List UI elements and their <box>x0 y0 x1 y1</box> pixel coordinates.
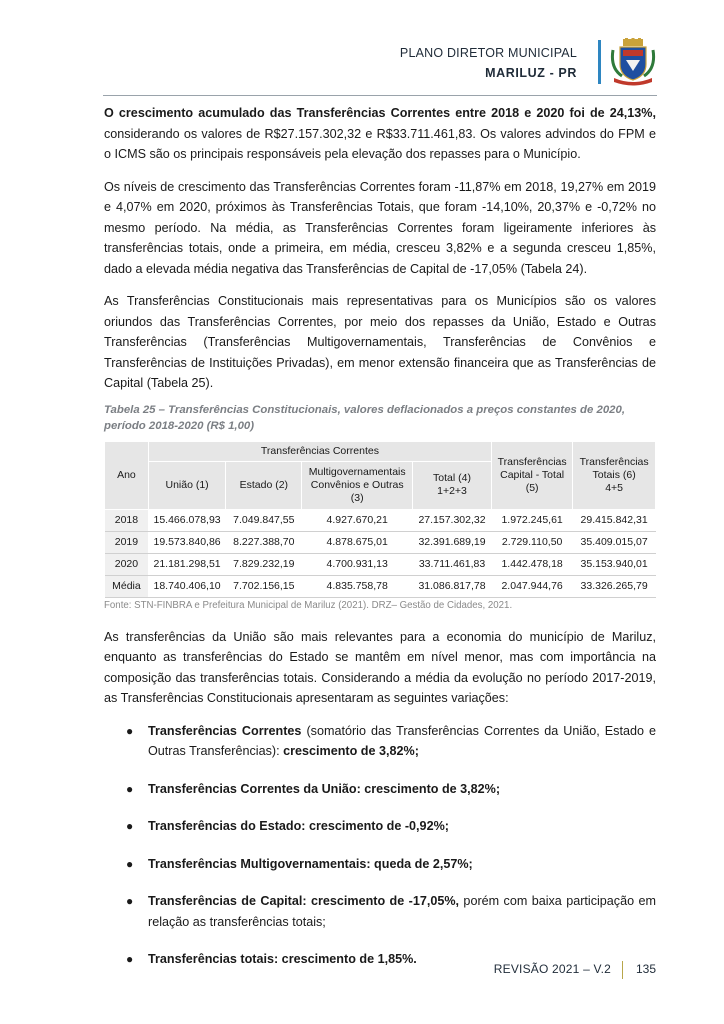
cell-union: 21.181.298,51 <box>148 553 226 575</box>
paragraph-1-body: considerando os valores de R$27.157.302,32 e R$33.711.461,83. Os valores advindos do FPM e o ICMS são os principais responsáveis pela elevação dos repasses para o Município. <box>104 126 656 161</box>
header-title: PLANO DIRETOR MUNICIPAL <box>399 46 577 60</box>
list-item <box>104 891 656 932</box>
list-item <box>104 816 656 837</box>
cell-total-transfers: 35.153.940,01 <box>573 553 656 575</box>
group-header-current-transfers: Transferências Correntes <box>148 441 491 461</box>
col-header-multi: Multigovernamentais Convênios e Outras (3) <box>302 461 413 509</box>
cell-multi: 4.835.758,78 <box>302 575 413 597</box>
header-accent-bar <box>598 40 601 84</box>
cell-state: 7.049.847,55 <box>226 509 302 531</box>
col-header-total-label: Total (4) <box>433 472 471 484</box>
list-item-bold: Transferências Correntes da União: crescimento de 3,82%; <box>148 781 501 796</box>
list-item-bold: Transferências totais: crescimento de 1,85%. <box>148 952 417 966</box>
cell-total-transfers: 35.409.015,07 <box>573 531 656 553</box>
cell-union: 19.573.840,86 <box>148 531 226 553</box>
col-header-total <box>413 461 492 509</box>
cell-year: 2018 <box>105 509 149 531</box>
coat-of-arms-icon <box>610 38 656 86</box>
bullet-icon: ● <box>126 952 134 966</box>
cell-multi: 4.700.931,13 <box>302 553 413 575</box>
page-number: 135 <box>636 962 657 976</box>
table-caption: Tabela 25 – Transferências Constitucionais, valores deflacionados a preços constantes de 2020, período 2018-2020 (R$ 1,00) <box>104 403 626 432</box>
cell-union: 15.466.078,93 <box>148 509 226 531</box>
list-item <box>104 854 656 875</box>
table-row <box>105 509 656 531</box>
bullet-icon: ● <box>126 894 134 908</box>
cell-state: 7.829.232,19 <box>226 553 302 575</box>
list-item-bold: Transferências do Estado: crescimento de -0,92%; <box>148 819 449 833</box>
cell-year: 2020 <box>105 553 149 575</box>
cell-year: Média <box>105 575 149 597</box>
paragraph-1-lead: O crescimento acumulado das Transferências Correntes entre 2018 e 2020 foi de 24,13%, <box>104 106 656 120</box>
list-item <box>104 779 656 800</box>
page-content <box>104 103 656 987</box>
col-header-union: União (1) <box>148 461 226 509</box>
col-header-total-transfers <box>573 441 656 509</box>
cell-year: 2019 <box>105 531 149 553</box>
bullet-icon: ● <box>126 723 134 738</box>
table-row <box>105 575 656 597</box>
cell-total: 31.086.817,78 <box>413 575 492 597</box>
table-row <box>105 531 656 553</box>
cell-total-transfers: 29.415.842,31 <box>573 509 656 531</box>
col-header-state: Estado (2) <box>226 461 302 509</box>
col-header-capital: Transferências Capital - Total (5) <box>492 441 573 509</box>
cell-total-transfers: 33.326.265,79 <box>573 575 656 597</box>
cell-capital: 2.047.944,76 <box>492 575 573 597</box>
paragraph-3: As Transferências Constitucionais mais representativas para os Municípios são os valores oriundos das Transferências Correntes, por meio dos repasses da União, Estado e Outras Transferências (Transferências Multigovernamentais, Transferências de Convênios e Transferências de Instituições Privadas), em menor extensão financeira que as Transferências de Capital (Tabela 25). <box>104 294 656 390</box>
col-header-total-transfers-formula: 4+5 <box>605 481 624 494</box>
list-item-bold: Transferências de Capital: crescimento de -17,05%, <box>148 894 460 908</box>
list-item <box>104 721 656 762</box>
header-subtitle: MARILUZ - PR <box>485 66 577 80</box>
table-row <box>105 553 656 575</box>
cell-capital: 1.972.245,61 <box>492 509 573 531</box>
col-header-total-transfers-label: Transferências Totais (6) <box>579 455 649 481</box>
cell-capital: 2.729.110,50 <box>492 531 573 553</box>
footer-revision: REVISÃO 2021 – V.2 <box>493 962 611 976</box>
cell-total: 33.711.461,83 <box>413 553 492 575</box>
list-item-bold: Transferências Correntes <box>148 723 302 738</box>
cell-state: 7.702.156,15 <box>226 575 302 597</box>
paragraph-2: Os níveis de crescimento das Transferências Correntes foram -11,87% em 2018, 19,27% em 2019 e 4,07% em 2020, próximos às Transferências Totais, que foram -14,10%, 20,37% e -0,72% no mesmo período. Na média, as Transferências Correntes foram ligeiramente inferiores às transferências totais, onde a primeira, em média, cresceu 3,82% e a segunda cresceu 1,85%, dado a elevada média negativa das Transferências de Capital de -17,05% (Tabela 24). <box>104 179 656 276</box>
paragraph-1 <box>104 103 656 165</box>
list-item-text: (somatório das Transferências Correntes da União, Estado e Outras Transferências): <box>148 723 656 758</box>
cell-union: 18.740.406,10 <box>148 575 226 597</box>
bullet-icon: ● <box>126 856 134 871</box>
col-header-total-formula: 1+2+3 <box>437 485 467 497</box>
col-header-year: Ano <box>105 441 149 509</box>
table-source: Fonte: STN-FINBRA e Prefeitura Municipal de Mariluz (2021). DRZ– Gestão de Cidades, 2021. <box>104 599 513 611</box>
list-item-bold: Transferências Multigovernamentais: queda de 2,57%; <box>148 856 473 871</box>
variation-list <box>104 721 656 970</box>
cell-multi: 4.878.675,01 <box>302 531 413 553</box>
header-divider <box>103 95 657 96</box>
bullet-icon: ● <box>126 781 134 796</box>
cell-state: 8.227.388,70 <box>226 531 302 553</box>
footer-divider <box>622 961 623 979</box>
cell-multi: 4.927.670,21 <box>302 509 413 531</box>
cell-capital: 1.442.478,18 <box>492 553 573 575</box>
cell-total: 32.391.689,19 <box>413 531 492 553</box>
paragraph-4: As transferências da União são mais relevantes para a economia do município de Mariluz, enquanto as transferências do Estado se mantêm em nível menor, mas com importância na composição das transferências totais. Considerando a média da evolução no período 2017-2019, as Transferências Constitucionais apresentaram as seguintes variações: <box>104 629 656 705</box>
transfers-table <box>104 441 656 598</box>
cell-total: 27.157.302,32 <box>413 509 492 531</box>
list-item-bold-2: crescimento de 3,82%; <box>283 744 419 758</box>
bullet-icon: ● <box>126 819 134 833</box>
list-item-text: porém com baixa participação em relação as transferências totais; <box>148 894 656 929</box>
